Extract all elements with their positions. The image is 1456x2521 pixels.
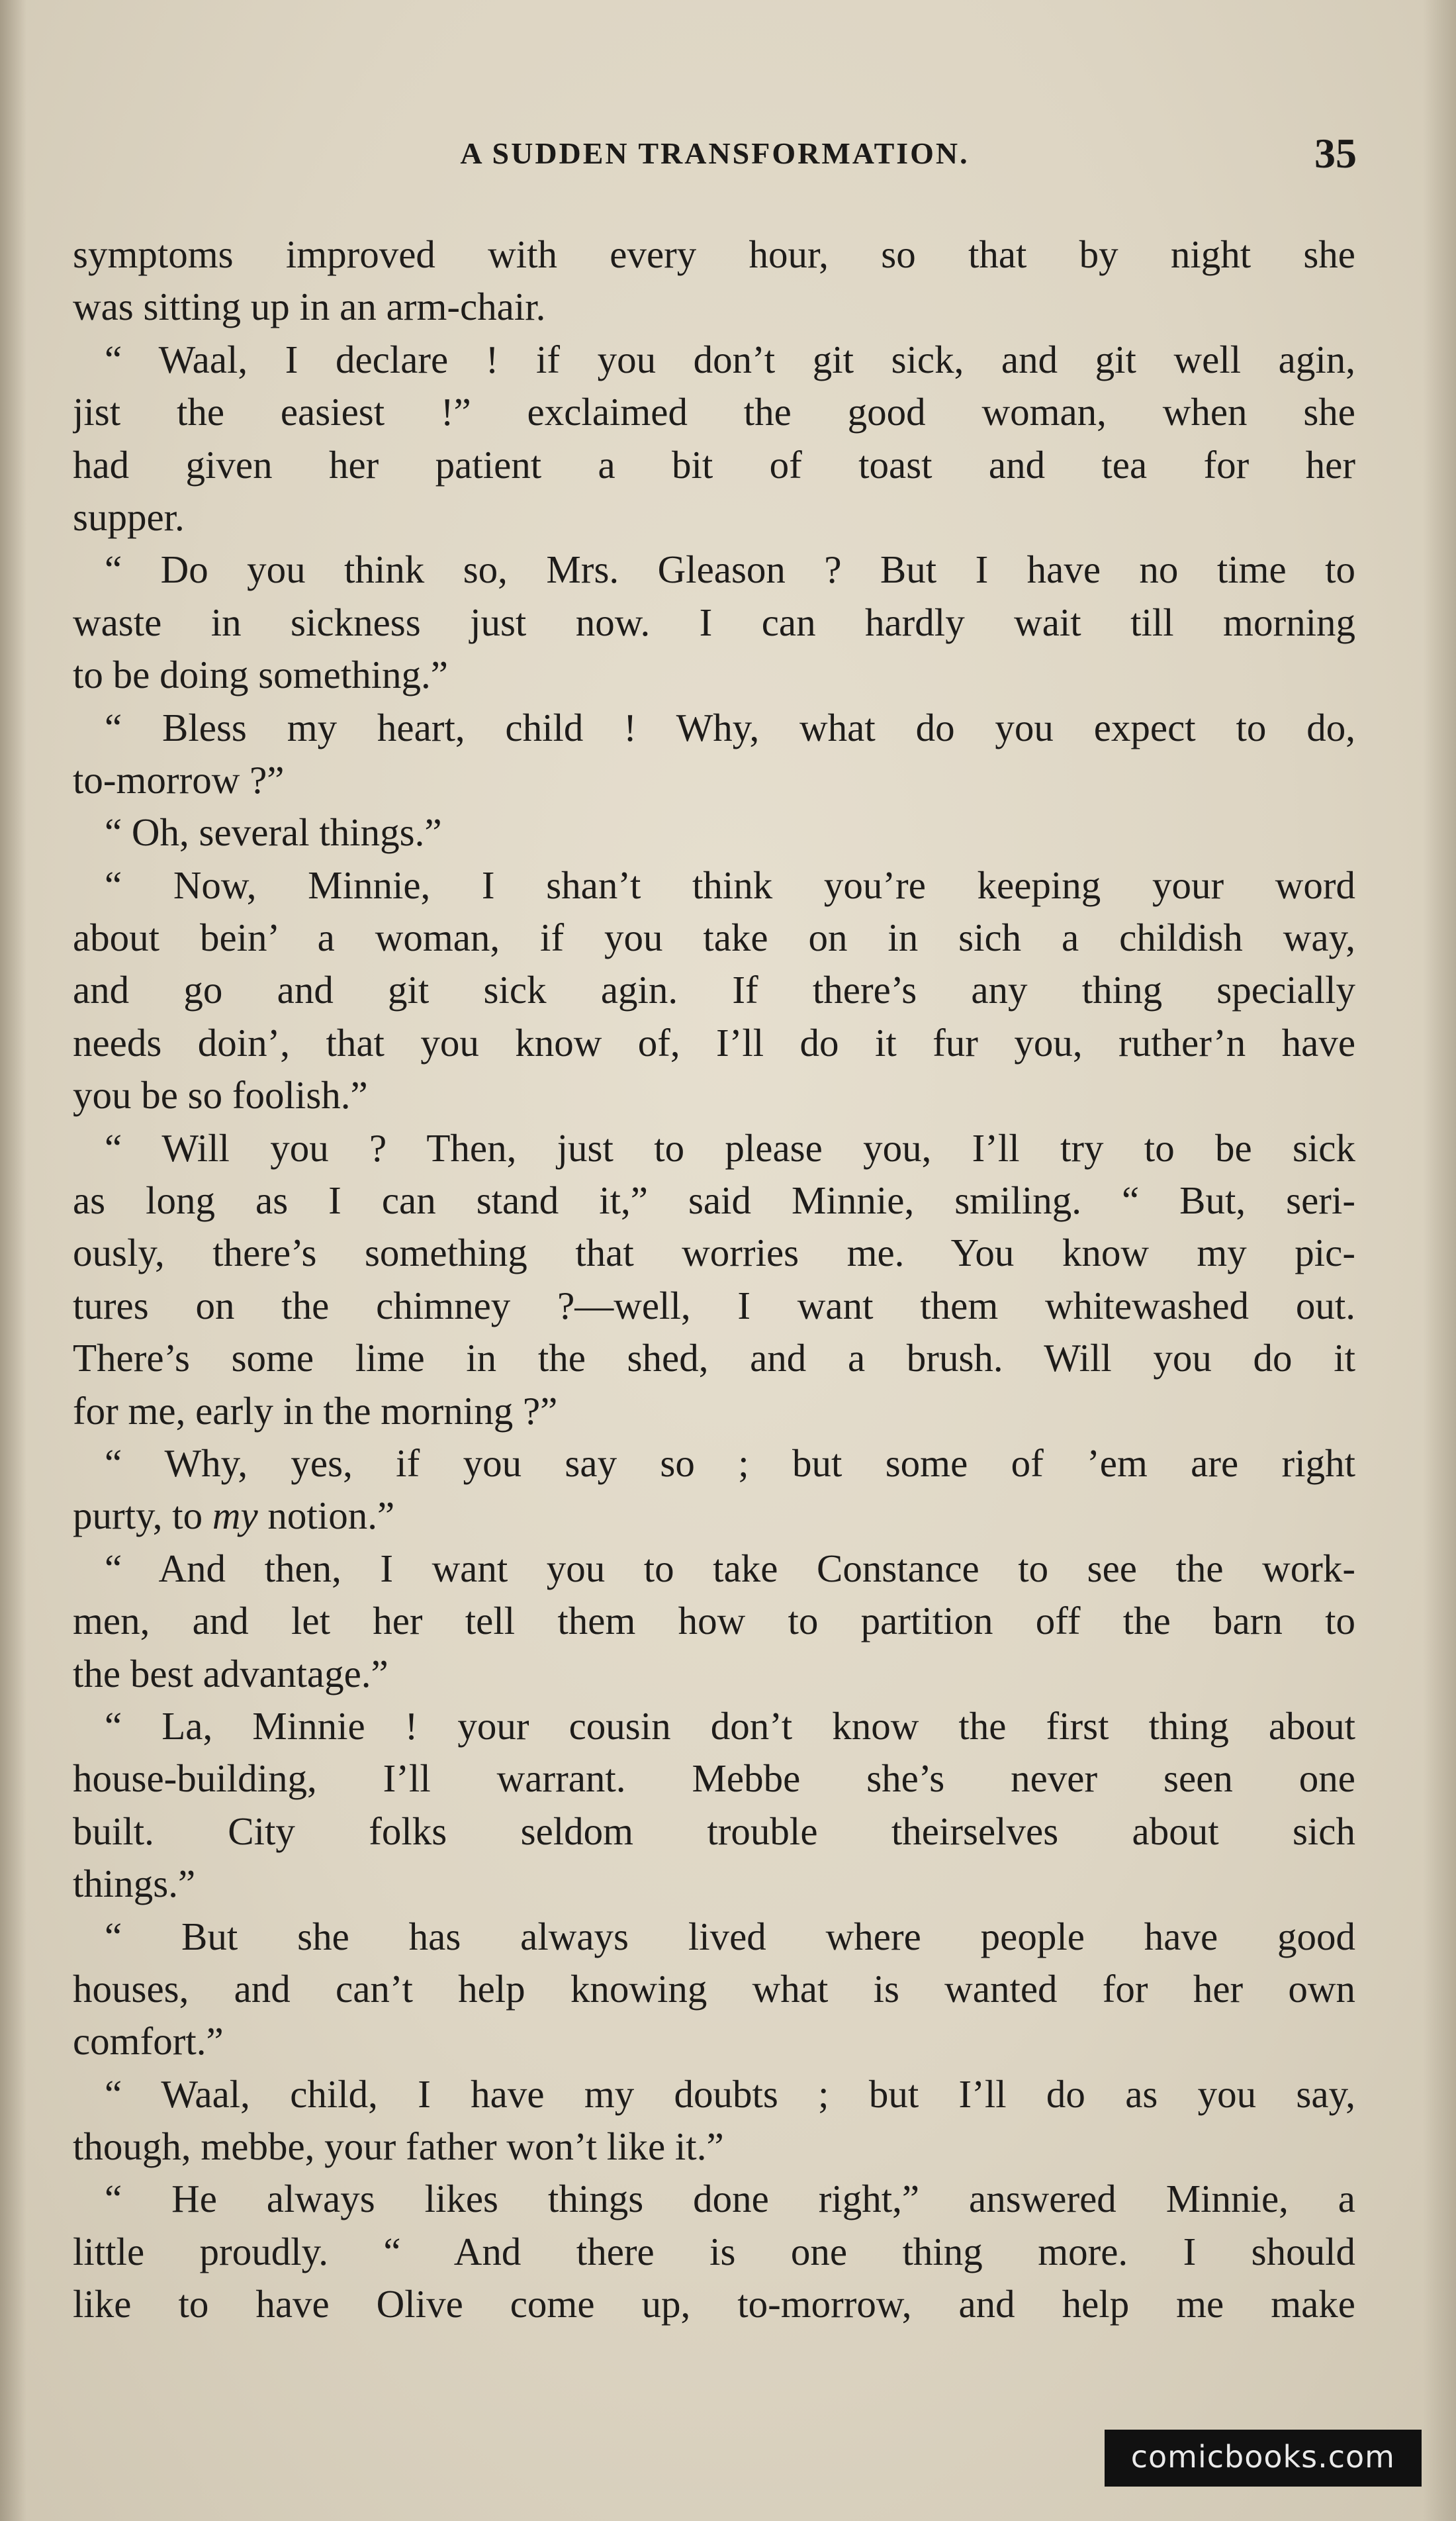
text-line: “ Waal, I declare ! if you don’t git sick, and git well agin,	[105, 337, 1355, 381]
text-line: house-building, I’ll warrant. Mebbe she’s never seen one	[73, 1756, 1355, 1801]
text-line: as long as I can stand it,” said Minnie, smiling. “ But, seri-	[73, 1178, 1355, 1223]
text-line: the best advantage.”	[73, 1651, 388, 1695]
text-line: comfort.”	[73, 2019, 224, 2064]
text-line: to-morrow ?”	[73, 757, 285, 802]
text-line: was sitting up in an arm-chair.	[73, 285, 546, 329]
page-edge-shadow-left	[0, 0, 26, 2521]
body-text	[73, 228, 1355, 2331]
page-number: 35	[1314, 130, 1357, 177]
text-line: little proudly. “ And there is one thing more. I should	[73, 2229, 1355, 2273]
text-line: “ He always likes things done right,” answered Minnie, a	[105, 2177, 1355, 2221]
text-line: supper.	[73, 495, 185, 539]
page-header	[73, 129, 1357, 182]
text-line: to be doing something.”	[73, 653, 448, 697]
text-line: “ Bless my heart, child ! Why, what do you expect to do,	[105, 705, 1355, 749]
text-line: There’s some lime in the shed, and a brush. Will you do it	[73, 1336, 1355, 1380]
text-line: jist the easiest !” exclaimed the good woman, when she	[73, 390, 1355, 434]
text-fragment: notion.”	[257, 1494, 395, 1538]
text-line: for me, early in the morning ?”	[73, 1388, 558, 1433]
text-line: “ Waal, child, I have my doubts ; but I’ll do as you say,	[105, 2071, 1355, 2116]
text-line: “ Will you ? Then, just to please you, I’ll try to be sick	[105, 1125, 1355, 1170]
running-title: A SUDDEN TRANSFORMATION.	[460, 136, 970, 170]
text-line: men, and let her tell them how to partition off the barn to	[73, 1599, 1355, 1643]
text-line: houses, and can’t help knowing what is wanted for her own	[73, 1966, 1355, 2011]
watermark-badge: comicbooks.com	[1105, 2430, 1422, 2487]
text-line: “ La, Minnie ! your cousin don’t know the first thing about	[105, 1703, 1355, 1748]
text-line: like to have Olive come up, to-morrow, and help me make	[73, 2282, 1355, 2326]
text-line: had given her patient a bit of toast and tea for her	[73, 442, 1355, 487]
text-line: “ Why, yes, if you say so ; but some of ’em are right	[105, 1441, 1355, 1485]
page-edge-shadow-right	[1423, 0, 1456, 2521]
text-line: “ Now, Minnie, I shan’t think you’re keeping your word	[105, 863, 1355, 907]
text-line: ously, there’s something that worries me. You know my pic-	[73, 1231, 1355, 1275]
text-line: symptoms improved with every hour, so that by night she	[73, 232, 1355, 276]
text-line: about bein’ a woman, if you take on in sich a childish way,	[73, 916, 1355, 960]
text-line: though, mebbe, your father won’t like it.”	[73, 2124, 724, 2169]
text-line: “ Oh, several things.”	[105, 810, 442, 855]
text-line: “ And then, I want you to take Constance to see the work-	[105, 1546, 1355, 1590]
text-line: tures on the chimney ?—well, I want them whitewashed out.	[73, 1283, 1355, 1327]
text-line: needs doin’, that you know of, I’ll do it fur you, ruther’n have	[73, 1020, 1355, 1065]
text-line: “ Do you think so, Mrs. Gleason ? But I have no time to	[105, 547, 1355, 592]
text-line: things.”	[73, 1862, 196, 1906]
italic-word: my	[212, 1494, 258, 1538]
text-line: built. City folks seldom trouble theirselves about sich	[73, 1809, 1355, 1853]
text-line: and go and git sick agin. If there’s any thing specially	[73, 968, 1355, 1012]
text-line: you be so foolish.”	[73, 1073, 368, 1118]
text-line: “ But she has always lived where people have good	[105, 1914, 1355, 1958]
text-line: waste in sickness just now. I can hardly wait till morning	[73, 600, 1355, 644]
text-fragment: purty, to	[73, 1494, 212, 1538]
text-line-italic	[73, 1490, 1355, 1542]
